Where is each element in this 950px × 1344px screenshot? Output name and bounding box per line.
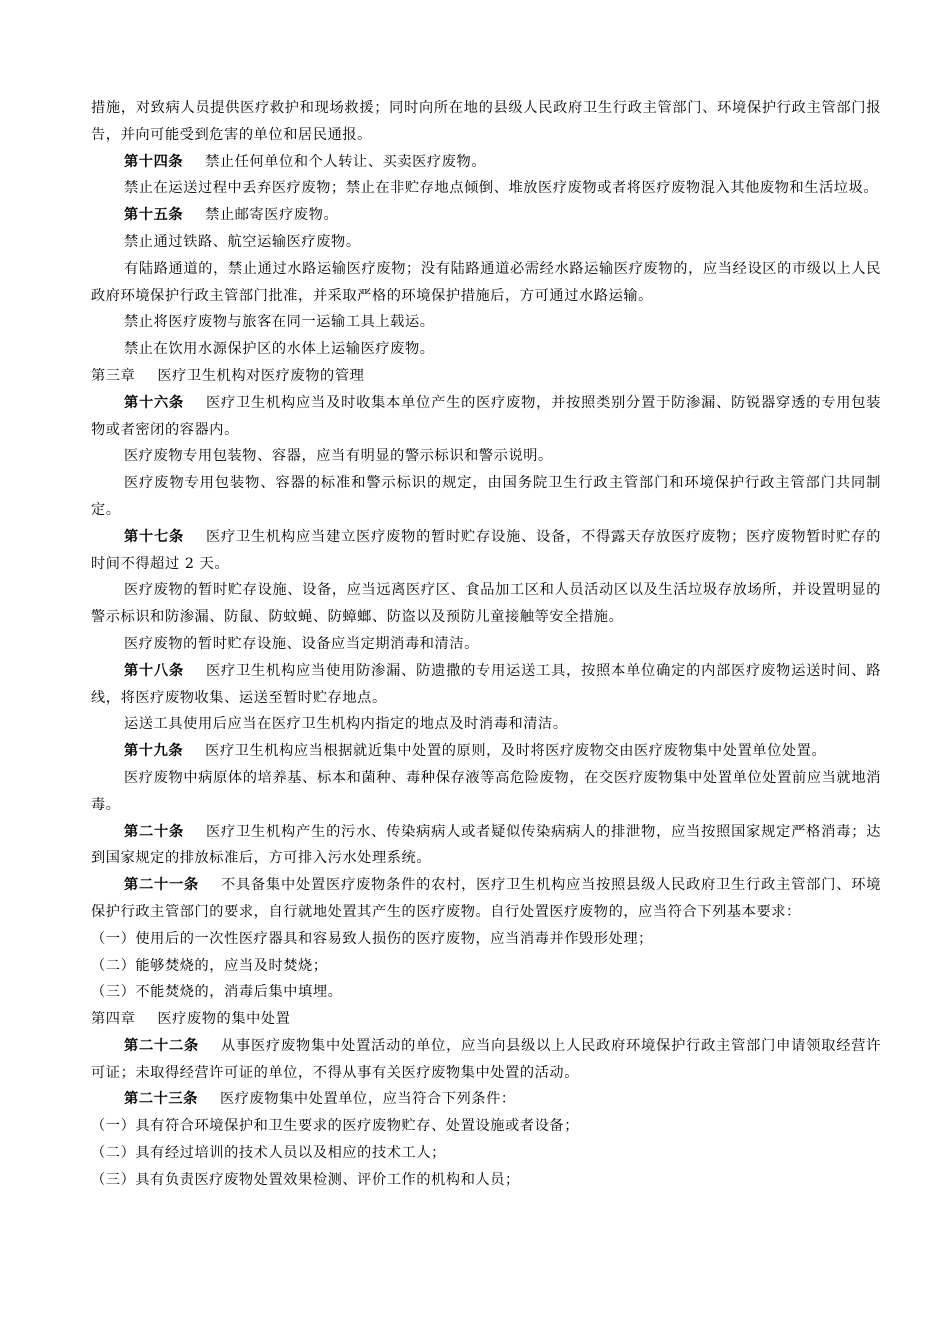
article-text: 医疗卫生机构应当使用防渗漏、防遗撒的专用运送工具，按照本单位确定的内部医疗废物运送时间、路线，将医疗废物收集、运送至暂时贮存地点。: [91, 662, 881, 706]
article-paragraph: [91, 658, 881, 712]
chapter-number: 第四章: [91, 1011, 136, 1028]
chapter-heading: [91, 363, 881, 390]
article-text: 禁止邮寄医疗废物。: [205, 207, 339, 224]
body-paragraph: 禁止将医疗废物与旅客在同一运输工具上载运。: [124, 314, 435, 331]
article-number: 第十八条: [124, 662, 185, 679]
list-item: （三）不能焚烧的，消毒后集中填埋。: [91, 984, 343, 1001]
chapter-heading: [91, 1006, 881, 1033]
article-paragraph: [91, 872, 881, 926]
body-paragraph: 禁止在运送过程中丢弃医疗废物；禁止在非贮存地点倾倒、堆放医疗废物或者将医疗废物混入其他废物和生活垃圾。: [124, 180, 879, 197]
body-paragraph: 医疗废物专用包装物、容器的标准和警示标识的规定，由国务院卫生行政主管部门和环境保护行政主管部门共同制定。: [91, 475, 881, 518]
body-paragraph: 医疗废物的暂时贮存设施、设备，应当远离医疗区、食品加工区和人员活动区以及生活垃圾存放场所，并设置明显的警示标识和防渗漏、防鼠、防蚊蝇、防蟑螂、防盗以及预防儿童接触等安全措施。: [91, 582, 881, 626]
article-number: 第二十三条: [124, 1091, 198, 1108]
list-item: （一）使用后的一次性医疗器具和容易致人损伤的医疗废物，应当消毒并作毁形处理；: [91, 930, 653, 947]
document-body: [91, 95, 881, 1194]
article-text: 医疗卫生机构应当根据就近集中处置的原则，及时将医疗废物交由医疗废物集中处置单位处置。: [205, 743, 827, 760]
article-text: 医疗卫生机构应当建立医疗废物的暂时贮存设施、设备，不得露天存放医疗废物；医疗废物暂时贮存的时间不得超过 2 天。: [91, 528, 881, 572]
article-paragraph: [91, 390, 881, 444]
list-item: （二）具有经过培训的技术人员以及相应的技术工人；: [91, 1145, 446, 1162]
chapter-number: 第三章: [91, 367, 136, 384]
article-paragraph: [91, 202, 881, 229]
article-paragraph: [91, 149, 881, 176]
body-paragraph: 运送工具使用后应当在医疗卫生机构内指定的地点及时消毒和清洁。: [124, 716, 568, 733]
article-number: 第十五条: [124, 207, 184, 224]
body-paragraph: 有陆路通道的，禁止通过水路运输医疗废物；没有陆路通道必需经水路运输医疗废物的，应当经设区的市级以上人民政府环境保护行政主管部门批准，并采取严格的环境保护措施后，方可通过水路运输。: [91, 260, 881, 304]
article-text: 医疗卫生机构应当及时收集本单位产生的医疗废物，并按照类别分置于防渗漏、防锐器穿透的专用包装物或者密闭的容器内。: [91, 394, 881, 438]
article-text: 从事医疗废物集中处置活动的单位，应当向县级以上人民政府环境保护行政主管部门申请领取经营许可证；未取得经营许可证的单位，不得从事有关医疗废物集中处置的活动。: [91, 1037, 881, 1081]
continued-paragraph: 措施，对致病人员提供医疗救护和现场救援；同时向所在地的县级人民政府卫生行政主管部门、环境保护行政主管部门报告，并向可能受到危害的单位和居民通报。: [91, 100, 881, 143]
article-number: 第二十二条: [124, 1037, 200, 1054]
body-paragraph: 医疗废物的暂时贮存设施、设备应当定期消毒和清洁。: [124, 635, 479, 652]
chapter-title: 医疗卫生机构对医疗废物的管理: [157, 367, 365, 384]
article-number: 第十六条: [124, 394, 185, 411]
article-paragraph: [91, 738, 881, 765]
article-number: 第十九条: [124, 743, 184, 760]
article-number: 第二十条: [124, 823, 185, 840]
list-item: （二）能够焚烧的，应当及时焚烧；: [91, 957, 328, 974]
article-text: 不具备集中处置医疗废物条件的农村，医疗卫生机构应当按照县级人民政府卫生行政主管部门、环境保护行政主管部门的要求，自行就地处置其产生的医疗废物。自行处置医疗废物的，应当符合下列基本要求：: [91, 877, 881, 920]
article-number: 第二十一条: [124, 877, 200, 894]
article-paragraph: [91, 524, 881, 578]
body-paragraph: 医疗废物中病原体的培养基、标本和菌种、毒种保存液等高危险废物，在交医疗废物集中处置单位处置前应当就地消毒。: [91, 769, 881, 813]
chapter-title: 医疗废物的集中处置: [157, 1011, 291, 1028]
list-item: （一）具有符合环境保护和卫生要求的医疗废物贮存、处置设施或者设备；: [91, 1118, 579, 1135]
article-paragraph: [91, 1033, 881, 1087]
body-paragraph: 禁止在饮用水源保护区的水体上运输医疗废物。: [124, 341, 435, 358]
article-number: 第十七条: [124, 528, 185, 545]
body-paragraph: 医疗废物专用包装物、容器，应当有明显的警示标识和警示说明。: [124, 448, 553, 465]
list-item: （三）具有负责医疗废物处置效果检测、评价工作的机构和人员；: [91, 1171, 520, 1188]
article-number: 第十四条: [124, 153, 184, 170]
article-text: 医疗废物集中处置单位，应当符合下列条件：: [219, 1091, 516, 1108]
body-paragraph: 禁止通过铁路、航空运输医疗废物。: [124, 233, 361, 250]
article-paragraph: [91, 819, 881, 873]
article-text: 禁止任何单位和个人转让、买卖医疗废物。: [205, 153, 487, 170]
article-text: 医疗卫生机构产生的污水、传染病病人或者疑似传染病病人的排泄物，应当按照国家规定严格消毒；达到国家规定的排放标准后，方可排入污水处理系统。: [91, 823, 881, 867]
article-paragraph: [91, 1086, 881, 1113]
